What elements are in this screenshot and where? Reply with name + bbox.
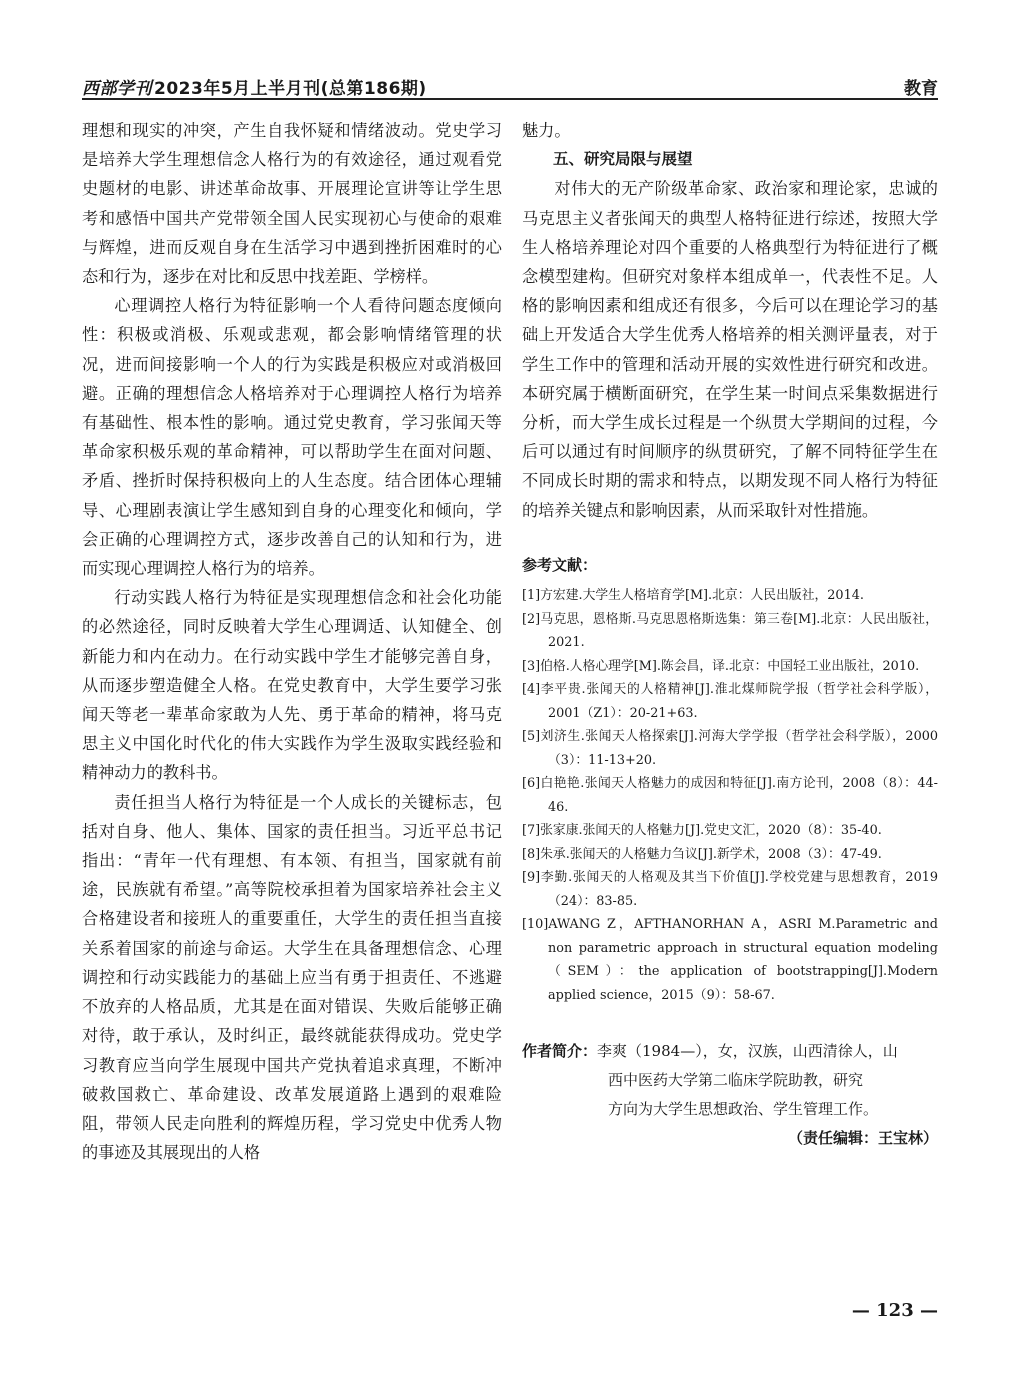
issue-info: 2023年5月上半月刊(总第186期) <box>154 79 427 99</box>
section-heading: 五、研究局限与展望 <box>553 150 693 169</box>
body-paragraph: 魅力。 <box>522 121 571 140</box>
journal-name: 西部学刊 <box>82 79 152 99</box>
reference-item: [1]方宏建.大学生人格培育学[M].北京：人民出版社，2014. <box>522 588 864 604</box>
left-column <box>82 116 502 1167</box>
section-tag: 教育 <box>904 79 938 99</box>
reference-item: [7]张家康.张闻天的人格魅力[J].党史文汇，2020（8）：35-40. <box>522 823 882 839</box>
references-title: 参考文献： <box>522 555 598 574</box>
right-column <box>522 116 938 1152</box>
journal-issue <box>82 74 427 99</box>
reference-item: [8]朱承.张闻天的人格魅力刍议[J].新学术，2008（3）：47-49. <box>522 846 882 862</box>
page-number: — 123 — <box>851 1300 938 1321</box>
body-paragraph: 责任担当人格行为特征是一个人成长的关键标志，包括对自身、他人、集体、国家的责任担当。习近平总书记指出：“青年一代有理想、有本领、有担当，国家就有前途，民族就有希望。”高等院校承担着为国家培养社会主义合格建设者和接班人的重要重任，大学生的责任担当直接关系着国家的前途与命运。大学生在具备理想信念、心理调控和行动实践能力的基础上应当有勇于担责任、不逃避不放弃的人格品质，尤其是在面对错误、失败后能够正确对待，敢于承认，及时纠正，最终就能获得成功。党史学习教育应当向学生展现中国共产党执着追求真理，不断冲破救国救亡、革命建设、改革发展道路上遇到的艰难险阻，带领人民走向胜利的辉煌历程，学习党史中优秀人物的事迹及其展现出的人格 <box>82 792 502 1163</box>
references-list <box>522 584 938 1007</box>
body-paragraph: 心理调控人格行为特征影响一个人看待问题态度倾向性：积极或消极、乐观或悲观，都会影响情绪管理的状况，进而间接影响一个人的行为实践是积极应对或消极回避。正确的理想信念人格培养对于心理调控人格行为培养有基础性、根本性的影响。通过党史教育，学习张闻天等革命家积极乐观的革命精神，可以帮助学生在面对问题、矛盾、挫折时保持积极向上的人生态度。结合团体心理辅导、心理剧表演让学生感知到自身的心理变化和倾向，学会正确的心理调控方式，逐步改善自己的认知和行为，进而实现心理调控人格行为的培养。 <box>82 296 502 579</box>
author-line: 方向为大学生思想政治、学生管理工作。 <box>608 1100 879 1119</box>
reference-item: [3]伯格.人格心理学[M].陈会昌，译.北京：中国轻工业出版社，2010. <box>522 658 920 674</box>
reference-item: [5]刘济生.张闻天人格探索[J].河海大学学报（哲学社会科学版），2000（3）：11-13+20. <box>522 729 938 768</box>
author-bio <box>522 1037 938 1124</box>
reference-item: [2]马克思，恩格斯.马克思恩格斯选集：第三卷[M].北京：人民出版社，2021. <box>522 611 938 651</box>
body-paragraph: 理想和现实的冲突，产生自我怀疑和情绪波动。党史学习是培养大学生理想信念人格行为的有效途径，通过观看党史题材的电影、讲述革命故事、开展理论宣讲等让学生思考和感悟中国共产党带领全国人民实现初心与使命的艰难与辉煌，进而反观自身在生活学习中遇到挫折困难时的心态和行为，逐步在对比和反思中找差距、学榜样。 <box>82 121 502 287</box>
reference-item: [10]AWANG Z，AFTHANORHAN A，ASRI M.Parametric and non parametric approach in structural equation modeling（SEM）：the application of bootstrapping[J].Modern applied science，2015（9）：58-67. <box>522 917 938 1003</box>
body-paragraph: 对伟大的无产阶级革命家、政治家和理论家，忠诚的马克思主义者张闻天的典型人格特征进行综述，按照大学生人格培养理论对四个重要的人格典型行为特征进行了概念模型建构。但研究对象样本组成单一，代表性不足。人格的影响因素和组成还有很多，今后可以在理论学习的基础上开发适合大学生优秀人格培养的相关测评量表，对于学生工作中的管理和活动开展的实效性进行研究和改进。本研究属于横断面研究，在学生某一时间点采集数据进行分析，而大学生成长过程是一个纵贯大学期间的过程，今后可以通过有时间顺序的纵贯研究，了解不同特征学生在不同成长时期的需求和特点，以期发现不同人格行为特征的培养关键点和影响因素，从而采取针对性措施。 <box>522 179 938 520</box>
reference-item: [4]李平贵.张闻天的人格精神[J].淮北煤师院学报（哲学社会科学版），2001（Z1）：20-21+63. <box>522 682 938 721</box>
page-header <box>82 72 938 100</box>
author-line: 西中医药大学第二临床学院助教，研究 <box>608 1071 864 1090</box>
body-paragraph: 行动实践人格行为特征是实现理想信念和社会化功能的必然途径，同时反映着大学生心理调适、认知健全、创新能力和内在动力。在行动实践中学生才能够完善自身，从而逐步塑造健全人格。在党史教育中，大学生要学习张闻天等老一辈革命家敢为人先、勇于革命的精神，将马克思主义中国化时代化的伟大实践作为学生汲取实践经验和精神动力的教科书。 <box>82 588 502 783</box>
reference-item: [6]白艳艳.张闻天人格魅力的成因和特征[J].南方论刊，2008（8）：44-46. <box>522 776 938 815</box>
reference-item: [9]李勤.张闻天的人格观及其当下价值[J].学校党建与思想教育，2019（24）：83-85. <box>522 870 938 909</box>
responsible-editor: （责任编辑：王宝林） <box>787 1129 938 1148</box>
author-label: 作者简介： <box>522 1042 598 1061</box>
author-line: 李爽（1984—），女，汉族，山西清徐人，山 <box>597 1042 898 1061</box>
